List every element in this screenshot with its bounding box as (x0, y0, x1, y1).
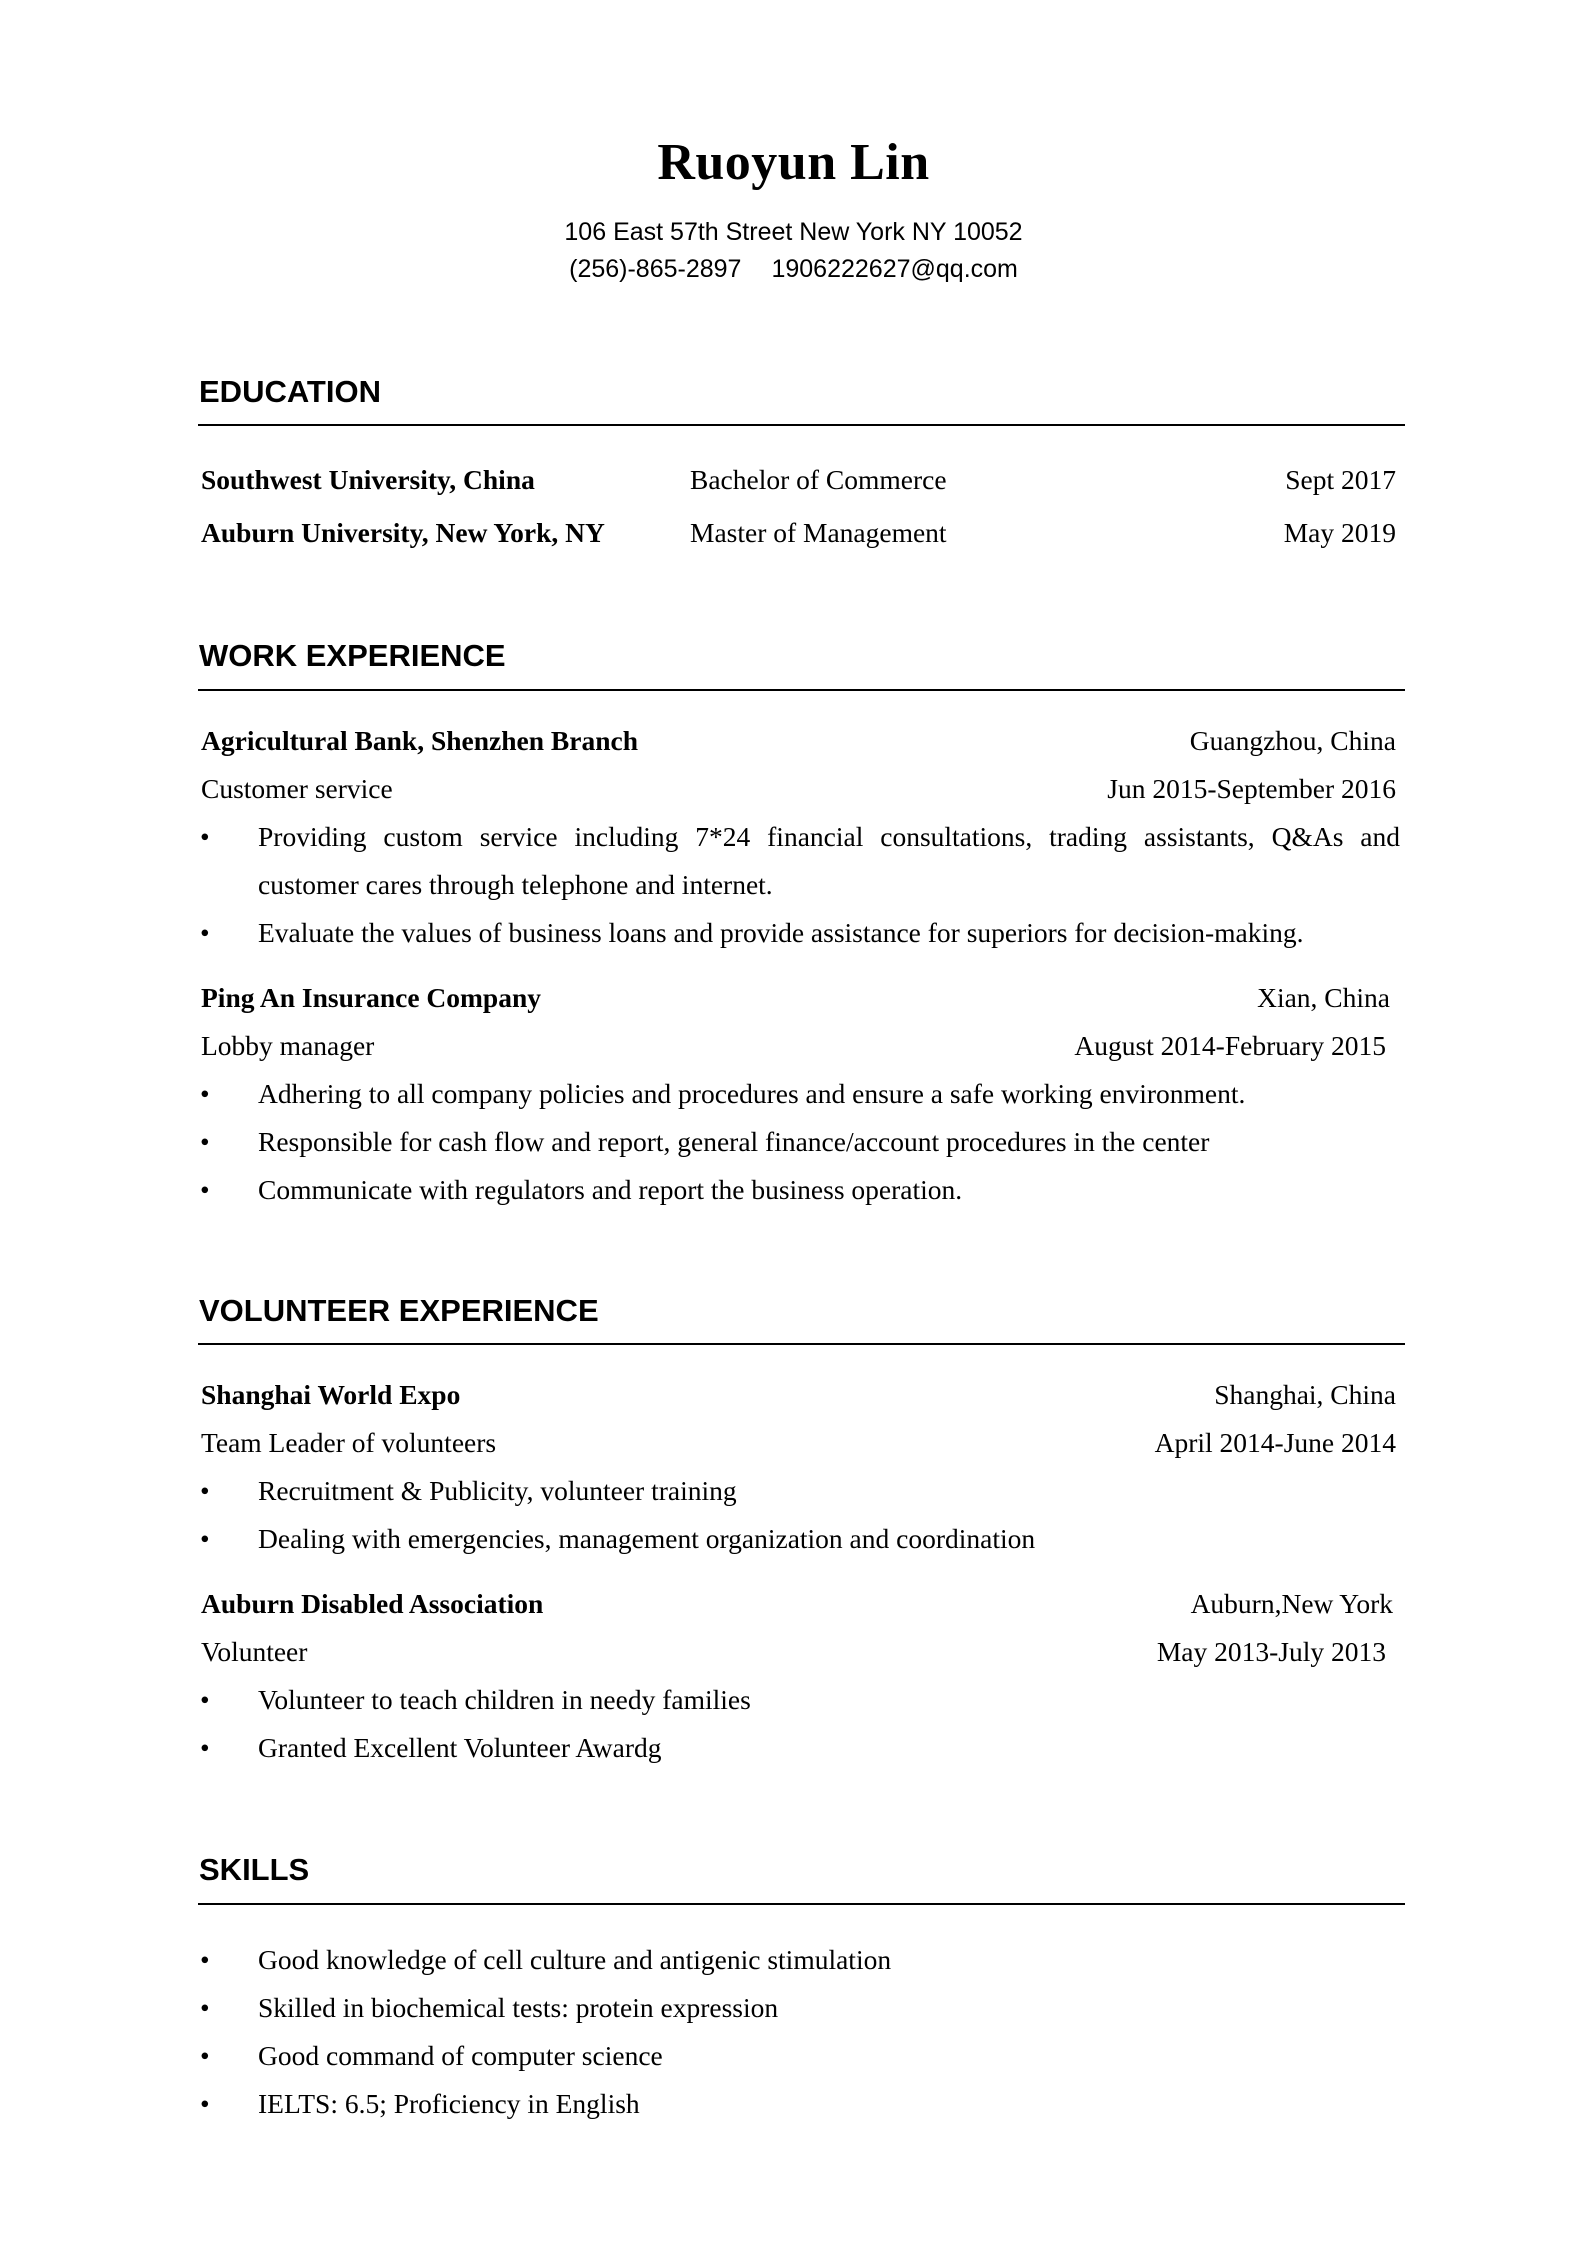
job-header (201, 1584, 1393, 1624)
candidate-name: Ruoyun Lin (657, 134, 930, 191)
bullet-icon: • (200, 1475, 210, 1506)
dates: August 2014-February 2015 (1074, 1030, 1386, 1061)
email: 1906222627@qq.com (771, 255, 1018, 283)
job-role-row (201, 769, 1396, 809)
skills-heading: SKILLS (199, 1852, 310, 1887)
date: Sept 2017 (1285, 464, 1396, 495)
bullet-icon: • (200, 821, 210, 852)
bullet-icon: • (200, 1174, 210, 1205)
location: Guangzhou, China (1189, 725, 1396, 756)
school: Auburn University, New York, NY (201, 517, 605, 548)
job-role-row (201, 1632, 1386, 1672)
bullet-text: Adhering to all company policies and procedures and ensure a safe working environment. (258, 1078, 1246, 1109)
address: 106 East 57th Street New York NY 10052 (564, 218, 1023, 246)
bullet-icon: • (200, 2040, 210, 2071)
section-divider (198, 1343, 1405, 1345)
education-entry (201, 513, 1396, 553)
job-role-row (201, 1026, 1386, 1066)
bullet-text: Volunteer to teach children in needy families (258, 1684, 751, 1715)
organization: Shanghai World Expo (201, 1379, 461, 1410)
bullet-icon: • (200, 1684, 210, 1715)
location: Xian, China (1257, 982, 1390, 1013)
job-header (201, 978, 1390, 1018)
job-role-row (201, 1423, 1396, 1463)
bullet-icon: • (200, 917, 210, 948)
role: Team Leader of volunteers (201, 1427, 497, 1458)
bullet-icon: • (200, 1126, 210, 1157)
section-divider (198, 1903, 1405, 1905)
job-header (201, 1375, 1396, 1415)
bullet-icon: • (200, 2088, 210, 2119)
bullet-icon: • (200, 1944, 210, 1975)
bullet-icon: • (200, 1992, 210, 2023)
role: Volunteer (201, 1636, 308, 1667)
location: Auburn,New York (1190, 1588, 1393, 1619)
volunteer-heading: VOLUNTEER EXPERIENCE (199, 1293, 599, 1328)
work-heading: WORK EXPERIENCE (199, 638, 506, 673)
dates: Jun 2015-September 2016 (1107, 773, 1396, 804)
skill-text: IELTS: 6.5; Proficiency in English (258, 2088, 640, 2119)
skill-text: Good command of computer science (258, 2040, 663, 2071)
dates: April 2014-June 2014 (1154, 1427, 1396, 1458)
bullet-text: Granted Excellent Volunteer Awardg (258, 1732, 662, 1763)
bullet-text: Providing custom service including 7*24 financial consultations, trading assistants, Q&As and customer cares through telephone and internet. (258, 821, 1400, 900)
bullet-text: Dealing with emergencies, management organization and coordination (258, 1523, 1036, 1554)
job-header (201, 721, 1396, 761)
contact-line (0, 253, 1587, 285)
bullet-text: Recruitment & Publicity, volunteer training (258, 1475, 737, 1506)
date: May 2019 (1283, 517, 1396, 548)
education-heading: EDUCATION (199, 374, 381, 409)
bullet-icon: • (200, 1732, 210, 1763)
section-divider (198, 424, 1405, 426)
bullet-icon: • (200, 1078, 210, 1109)
location: Shanghai, China (1214, 1379, 1396, 1410)
dates: May 2013-July 2013 (1156, 1636, 1386, 1667)
organization: Ping An Insurance Company (201, 982, 542, 1013)
school: Southwest University, China (201, 464, 535, 495)
bullet-icon: • (200, 1523, 210, 1554)
organization: Agricultural Bank, Shenzhen Branch (201, 725, 639, 756)
organization: Auburn Disabled Association (201, 1588, 544, 1619)
degree: Bachelor of Commerce (690, 464, 947, 495)
bullet-text: Communicate with regulators and report the business operation. (258, 1174, 963, 1205)
degree: Master of Management (690, 517, 947, 548)
phone: (256)-865-2897 (569, 255, 742, 283)
education-entry (201, 460, 1396, 500)
bullet-text: Responsible for cash flow and report, general finance/account procedures in the center (258, 1126, 1210, 1157)
section-divider (198, 689, 1405, 691)
skill-text: Skilled in biochemical tests: protein expression (258, 1992, 779, 2023)
skill-text: Good knowledge of cell culture and antigenic stimulation (258, 1944, 892, 1975)
role: Customer service (201, 773, 393, 804)
role: Lobby manager (201, 1030, 375, 1061)
bullet-text: Evaluate the values of business loans and provide assistance for superiors for decision-making. (258, 917, 1304, 948)
